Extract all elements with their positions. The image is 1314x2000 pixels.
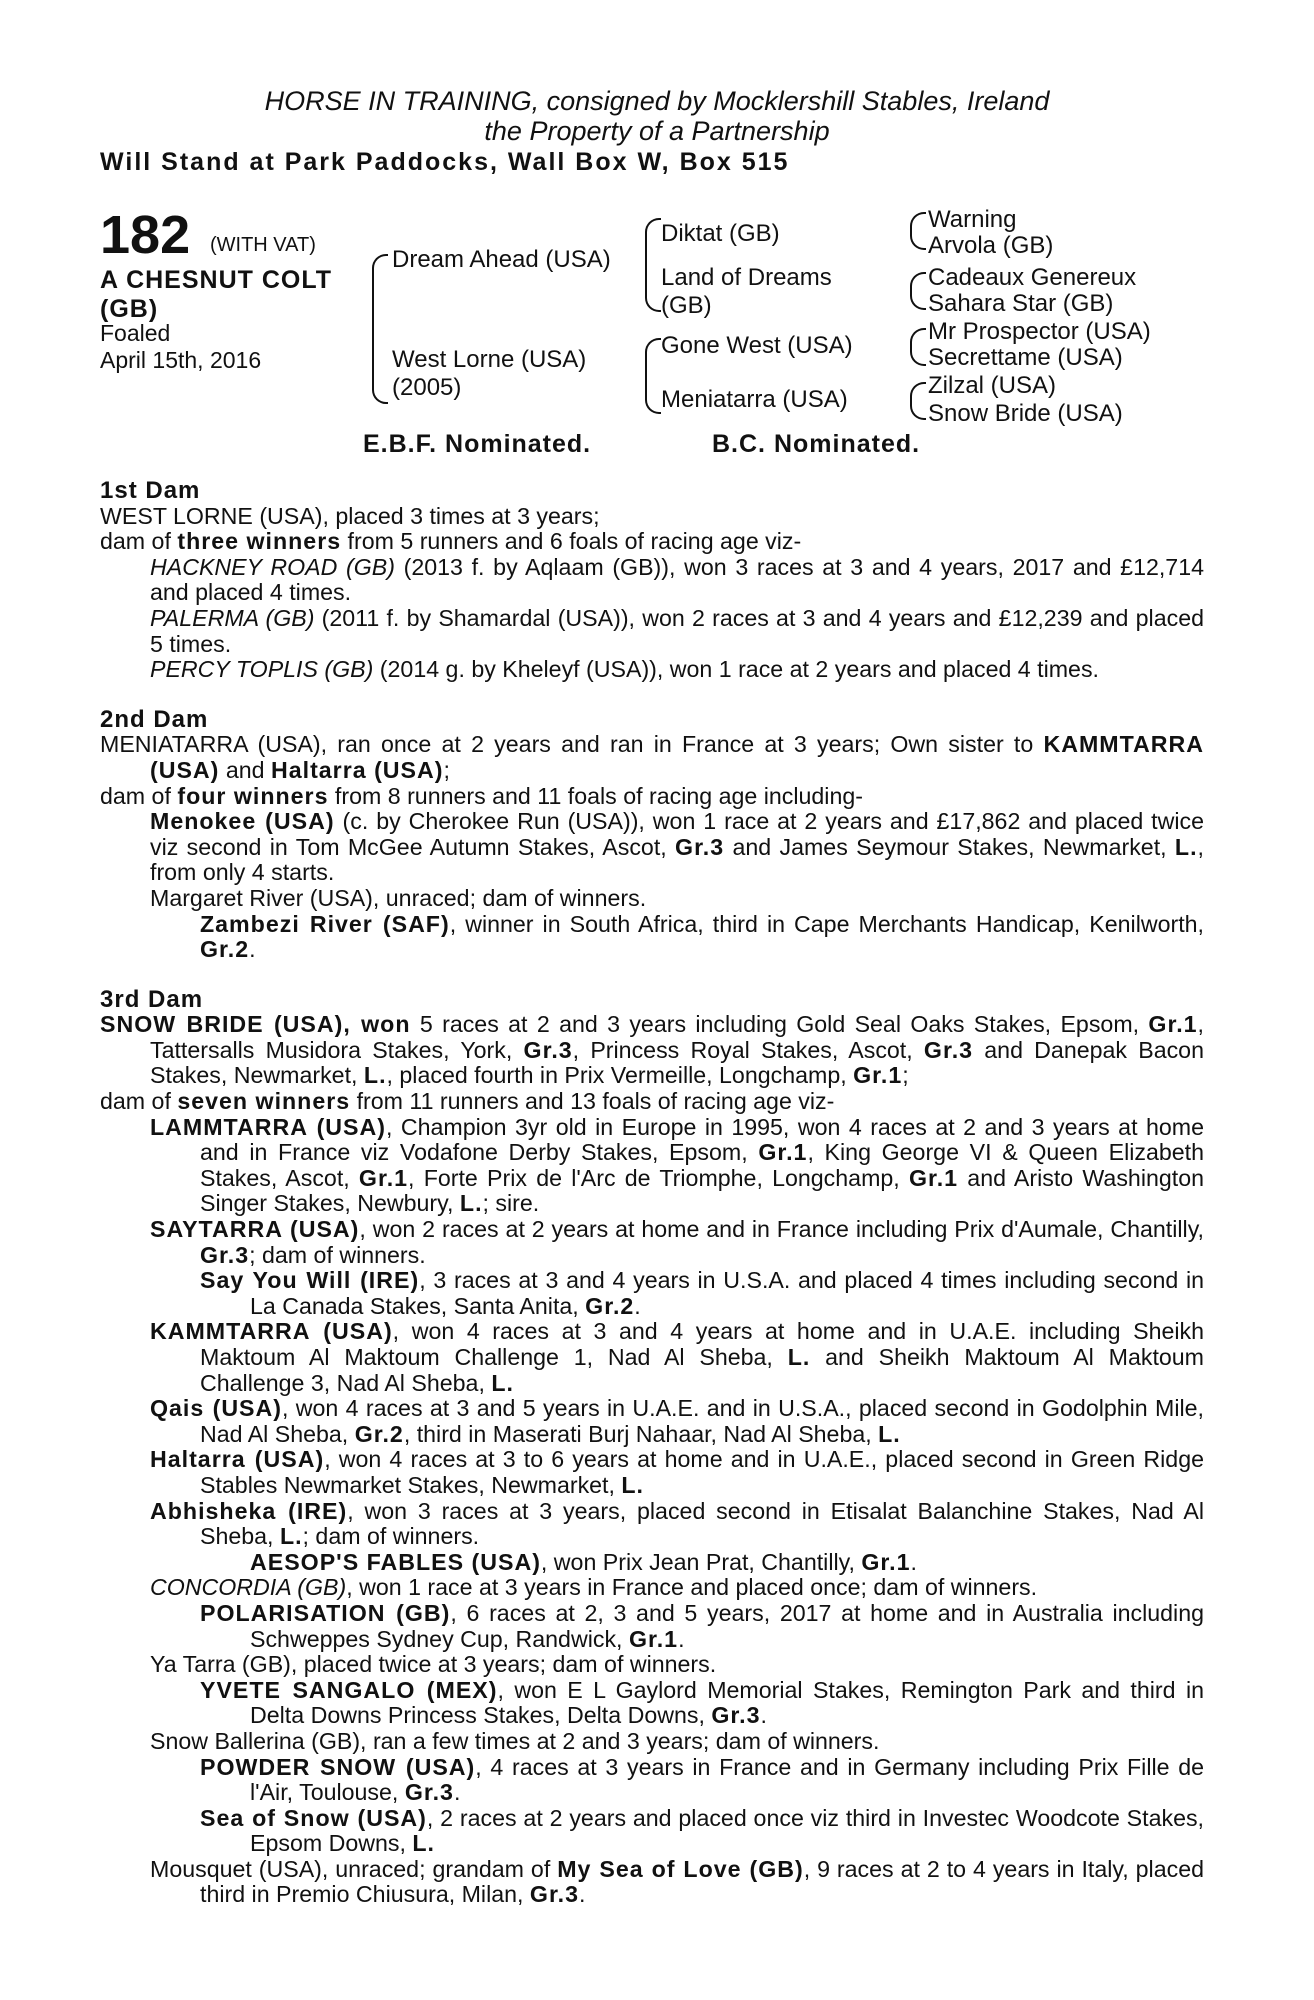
produce-entry-kammtarra: KAMMTARRA (USA), won 4 races at 3 and 4 years at home and in U.A.E. including Sheikh Maktoum Al Maktoum Challenge 1, Nad Al Sheba, L. and Sheikh Maktoum Al Maktoum Challenge 3, Nad Al Sheba, L. xyxy=(150,1318,1204,1396)
pedigree-sdd: Sahara Star (GB) xyxy=(928,290,1114,317)
pedigree-brace-sire xyxy=(645,218,661,312)
vat-note: (WITH VAT) xyxy=(210,234,316,256)
produce-entry-polarisation: POLARISATION (GB), 6 races at 2, 3 and 5 years, 2017 at home and in Australia including Schweppes Sydney Cup, Randwick, Gr.1. xyxy=(200,1599,1204,1652)
pedigree-sire-dam-country: (GB) xyxy=(661,292,712,319)
third-dam-produce-summary: dam of seven winners from 11 runners and 13 foals of racing age viz- xyxy=(100,1088,835,1115)
lot-number: 182 xyxy=(100,205,191,265)
pedigree-ssd: Arvola (GB) xyxy=(928,232,1054,259)
third-dam-record: SNOW BRIDE (USA), won 5 races at 2 and 3 years including Gold Seal Oaks Stakes, Epsom, Gr.1, Tattersalls Musidora Stakes, York, Gr.3, Princess Royal Stakes, Ascot, Gr.3 and Danepak Bacon Stakes, Newmarket, L., placed fourth in Prix Vermeille, Longchamp, Gr.1; xyxy=(100,1011,1204,1089)
produce-entry-palerma: PALERMA (GB) (2011 f. by Shamardal (USA)), won 2 races at 3 and 4 years and £12,239 and placed 5 times. xyxy=(150,604,1204,657)
produce-entry-powder-snow: POWDER SNOW (USA), 4 races at 3 years in France and in Germany including Prix Fille de l'Air, Toulouse, Gr.3. xyxy=(200,1753,1204,1806)
pedigree-brace-ds xyxy=(910,328,926,366)
lot-description xyxy=(100,266,332,324)
stand-location: Will Stand at Park Paddocks, Wall Box W, Box 515 xyxy=(100,148,790,176)
pedigree-sds: Cadeaux Genereux xyxy=(928,264,1137,291)
pedigree-dam-sire: Gone West (USA) xyxy=(661,332,853,359)
produce-entry-mousquet: Mousquet (USA), unraced; grandam of My Sea of Love (GB), 9 races at 2 to 4 years in Italy, placed third in Premio Chiusura, Milan, Gr.3. xyxy=(150,1855,1204,1908)
pedigree-brace-dam xyxy=(645,338,661,414)
third-dam-heading: 3rd Dam xyxy=(100,985,204,1013)
foaled-date: April 15th, 2016 xyxy=(100,347,262,373)
pedigree-brace-parents xyxy=(372,254,388,404)
consignor-line: HORSE IN TRAINING, consigned by Mocklershill Stables, Ireland xyxy=(264,86,1050,116)
first-dam-heading: 1st Dam xyxy=(100,477,201,504)
produce-entry-hackney-road: HACKNEY ROAD (GB) (2013 f. by Aqlaam (GB)), won 3 races at 3 and 4 years, 2017 and £12,714 and placed 4 times. xyxy=(150,553,1204,606)
family-record xyxy=(100,478,1204,1908)
pedigree-dds: Zilzal (USA) xyxy=(928,372,1057,399)
produce-entry-abhisheka: Abhisheka (IRE), won 3 races at 3 years, placed second in Etisalat Balanchine Stakes, Nad Al Sheba, L.; dam of winners. xyxy=(150,1497,1204,1550)
pedigree-brace-dd xyxy=(910,382,926,420)
produce-entry-zambezi-river: Zambezi River (SAF), winner in South Africa, third in Cape Merchants Handicap, Kenilworth, Gr.2. xyxy=(200,910,1204,963)
pedigree-dss: Mr Prospector (USA) xyxy=(928,318,1151,345)
produce-entry-haltarra: Haltarra (USA), won 4 races at 3 to 6 years at home and in U.A.E., placed second in Green Ridge Stables Newmarket Stakes, Newmarket, L. xyxy=(150,1446,1204,1498)
produce-entry-menokee: Menokee (USA) (c. by Cherokee Run (USA)), won 1 race at 2 years and £17,862 and placed twice viz second in Tom McGee Autumn Stakes, Ascot, Gr.3 and James Seymour Stakes, Newmarket, L., from only 4 starts. xyxy=(150,808,1204,886)
produce-entry-margaret-river: Margaret River (USA), unraced; dam of winners. xyxy=(150,884,647,911)
property-line: the Property of a Partnership xyxy=(484,116,830,146)
pedigree-sire-sire: Diktat (GB) xyxy=(661,220,780,247)
pedigree-sss: Warning xyxy=(928,206,1017,233)
second-dam-record: MENIATARRA (USA), ran once at 2 years and ran in France at 3 years; Own sister to KAMMTARRA (USA) and Haltarra (USA); xyxy=(100,731,1204,783)
produce-entry-qais: Qais (USA), won 4 races at 3 and 5 years in U.A.E. and in U.S.A., placed second in Godolphin Mile, Nad Al Sheba, Gr.2, third in Maserati Burj Nahaar, Nad Al Sheba, L. xyxy=(150,1395,1204,1447)
produce-entry-sea-of-snow: Sea of Snow (USA), 2 races at 2 years and placed once viz third in Investec Woodcote Stakes, Epsom Downs, L. xyxy=(200,1804,1205,1857)
produce-entry-say-you-will: Say You Will (IRE), 3 races at 3 and 4 years in U.S.A. and placed 4 times including second in La Canada Stakes, Santa Anita, Gr.2. xyxy=(200,1267,1204,1319)
second-dam-heading: 2nd Dam xyxy=(100,705,209,733)
produce-entry-yvete-sangalo: YVETE SANGALO (MEX), won E L Gaylord Memorial Stakes, Remington Park and third in Delta Downs Princess Stakes, Delta Downs, Gr.3. xyxy=(200,1676,1204,1729)
produce-entry-saytarra: SAYTARRA (USA), won 2 races at 2 years at home and in France including Prix d'Aumale, Chantilly, Gr.3; dam of winners. xyxy=(150,1216,1205,1268)
pedigree-dsd: Secrettame (USA) xyxy=(928,344,1123,371)
pedigree-sire: Dream Ahead (USA) xyxy=(392,246,611,273)
pedigree-dam-dam: Meniatarra (USA) xyxy=(661,386,848,413)
foaled-label: Foaled xyxy=(100,320,171,346)
second-dam-produce-summary: dam of four winners from 8 runners and 11 foals of racing age including- xyxy=(100,782,863,809)
produce-entry-ya-tarra: Ya Tarra (GB), placed twice at 3 years; dam of winners. xyxy=(150,1651,717,1678)
lot-description-line1: A CHESNUT COLT xyxy=(100,266,333,294)
pedigree-brace-ss xyxy=(910,212,926,250)
lot-description-line2: (GB) xyxy=(100,295,159,323)
bc-nominated: B.C. Nominated. xyxy=(712,430,921,458)
first-dam-record: WEST LORNE (USA), placed 3 times at 3 years; xyxy=(100,502,600,529)
first-dam-produce-summary: dam of three winners from 5 runners and 6 foals of racing age viz- xyxy=(100,528,802,555)
produce-entry-lammtarra: LAMMTARRA (USA), Champion 3yr old in Europe in 1995, won 4 races at 2 and 3 years at home and in France viz Vodafone Derby Stakes, Epsom, Gr.1, King George VI & Queen Elizabeth Stakes, Ascot, Gr.1, Forte Prix de l'Arc de Triomphe, Longchamp, Gr.1 and Aristo Washington Singer Stakes, Newbury, L.; sire. xyxy=(150,1113,1204,1217)
pedigree-ddd: Snow Bride (USA) xyxy=(928,400,1123,427)
ebf-nominated: E.B.F. Nominated. xyxy=(363,430,592,458)
pedigree-brace-sd xyxy=(910,272,926,310)
produce-entry-percy-toplis: PERCY TOPLIS (GB) (2014 g. by Kheleyf (USA)), won 1 race at 2 years and placed 4 times. xyxy=(150,656,1099,683)
pedigree-sire-dam: Land of Dreams xyxy=(661,264,832,291)
produce-entry-concordia: CONCORDIA (GB), won 1 race at 3 years in France and placed once; dam of winners. xyxy=(150,1574,1038,1601)
pedigree-dam-year: (2005) xyxy=(392,374,462,401)
pedigree-dam: West Lorne (USA) xyxy=(392,346,587,373)
produce-entry-snow-ballerina: Snow Ballerina (GB), ran a few times at 2 and 3 years; dam of winners. xyxy=(150,1727,880,1754)
produce-entry-aesops-fables: AESOP'S FABLES (USA), won Prix Jean Prat, Chantilly, Gr.1. xyxy=(250,1548,917,1575)
